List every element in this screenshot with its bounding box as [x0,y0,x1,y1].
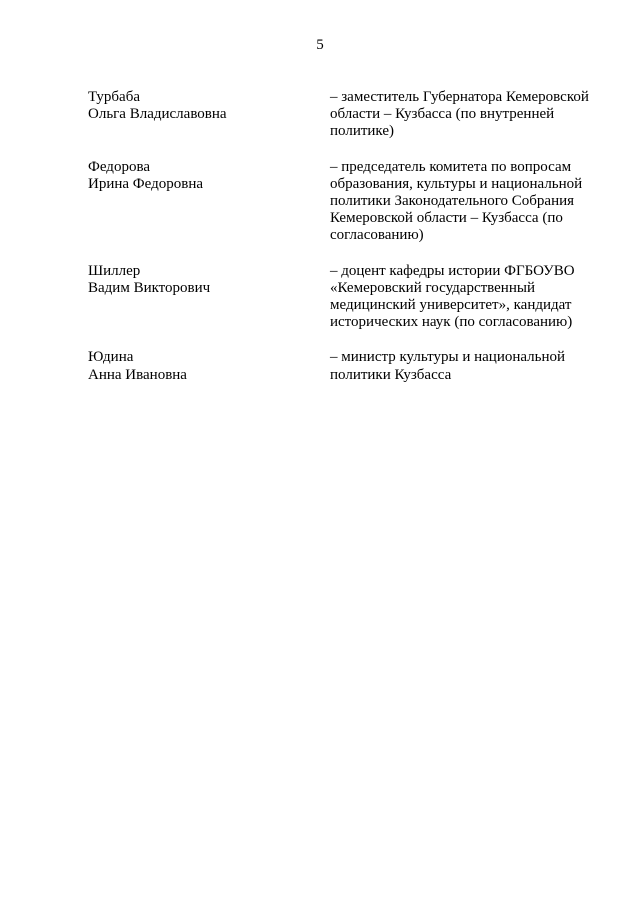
member-position: – председатель комитета по вопросам образования, культуры и национальной политики Законодательного Собрания Кемеровской области – Кузбасса (по согласованию) [330,158,583,244]
member-given-names: Анна Ивановна [88,366,187,383]
member-name [88,89,330,123]
member-given-names: Вадим Викторович [88,279,211,296]
member-name [88,349,330,383]
member-surname: Федорова [88,158,150,175]
member-given-names: Ольга Владиславовна [88,106,227,123]
member-surname: Юдина [88,349,134,366]
list-item [88,263,608,332]
member-list [88,89,608,384]
member-position: – доцент кафедры истории ФГБОУВО «Кемеровский государственный медицинский университет», кандидат исторических наук (по согласованию) [330,262,575,331]
page-number: 5 [316,37,324,53]
member-given-names: Ирина Федоровна [88,175,204,192]
member-surname: Турбаба [88,89,140,105]
member-position: – министр культуры и национальной политики Кузбасса [330,349,566,383]
list-item [88,349,608,383]
member-name [88,159,330,193]
list-item [88,89,608,141]
member-position: – заместитель Губернатора Кемеровской области – Кузбасса (по внутренней политике) [330,89,589,140]
list-item [88,159,608,245]
member-surname: Шиллер [88,262,141,279]
member-name [88,263,330,297]
